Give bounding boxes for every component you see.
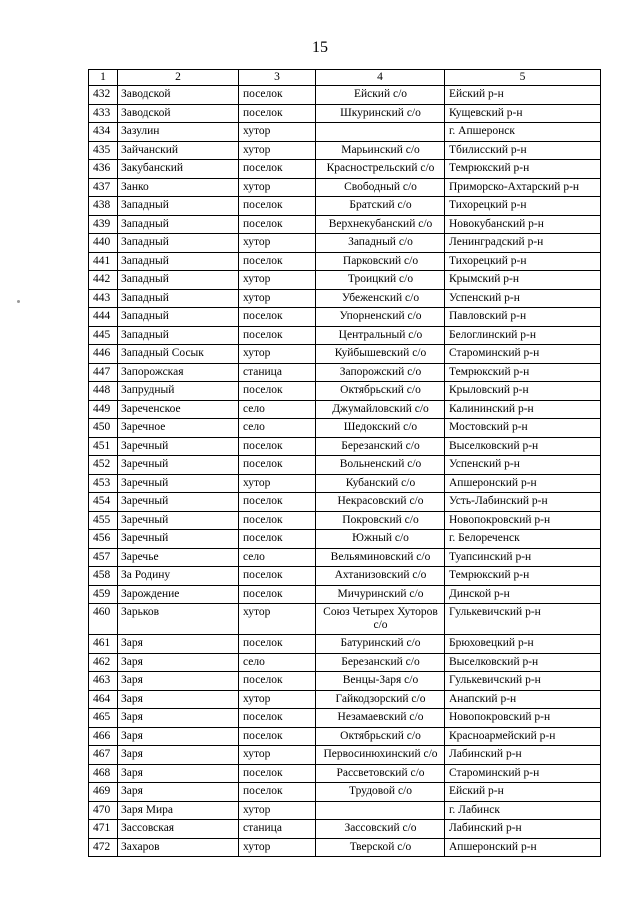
table-row — [89, 511, 601, 530]
table-row — [89, 493, 601, 512]
region: Красноармейский р-н — [445, 727, 601, 746]
settlement-name: Заря — [118, 727, 239, 746]
table-row — [89, 345, 601, 364]
table-row — [89, 382, 601, 401]
row-number: 471 — [89, 820, 118, 839]
row-number: 433 — [89, 104, 118, 123]
region: Выселковский р-н — [445, 653, 601, 672]
rural-district: Вольненский с/о — [316, 456, 445, 475]
table-row — [89, 567, 601, 586]
row-number: 434 — [89, 123, 118, 142]
row-number: 464 — [89, 690, 118, 709]
settlement-name: Занко — [118, 178, 239, 197]
row-number: 435 — [89, 141, 118, 160]
row-number: 451 — [89, 437, 118, 456]
settlement-type: поселок — [239, 783, 316, 802]
settlement-name: Заводской — [118, 104, 239, 123]
rural-district: Куйбышевский с/о — [316, 345, 445, 364]
settlement-name: Заречный — [118, 474, 239, 493]
rural-district: Союз Четырех Хуторов с/о — [316, 604, 445, 635]
table-row — [89, 234, 601, 253]
rural-district: Верхнекубанский с/о — [316, 215, 445, 234]
region: Новопокровский р-н — [445, 511, 601, 530]
settlement-type: хутор — [239, 474, 316, 493]
settlement-name: Заря — [118, 672, 239, 691]
row-number: 436 — [89, 160, 118, 179]
settlement-name: Западный — [118, 252, 239, 271]
region: Темрюкский р-н — [445, 363, 601, 382]
region: Успенский р-н — [445, 456, 601, 475]
settlement-type: поселок — [239, 764, 316, 783]
settlement-name: Заря — [118, 690, 239, 709]
table-row — [89, 104, 601, 123]
rural-district: Запорожский с/о — [316, 363, 445, 382]
rural-district: Зассовский с/о — [316, 820, 445, 839]
table-row — [89, 363, 601, 382]
settlement-type: хутор — [239, 746, 316, 765]
rural-district: Краснострельский с/о — [316, 160, 445, 179]
header-col-3: 3 — [239, 70, 316, 86]
row-number: 452 — [89, 456, 118, 475]
table-row — [89, 289, 601, 308]
settlement-type: село — [239, 548, 316, 567]
settlement-name: Западный — [118, 197, 239, 216]
settlements-table — [88, 69, 601, 857]
table-row — [89, 252, 601, 271]
settlement-name: Заря — [118, 783, 239, 802]
table-row — [89, 530, 601, 549]
region: г. Белореченск — [445, 530, 601, 549]
row-number: 461 — [89, 635, 118, 654]
settlement-type: поселок — [239, 215, 316, 234]
region: Апшеронский р-н — [445, 838, 601, 857]
table-row — [89, 690, 601, 709]
region: Темрюкский р-н — [445, 567, 601, 586]
rural-district: Троицкий с/о — [316, 271, 445, 290]
row-number: 457 — [89, 548, 118, 567]
region: Ейский р-н — [445, 86, 601, 105]
region: Крымский р-н — [445, 271, 601, 290]
settlement-name: Заря Мира — [118, 801, 239, 820]
region: Крыловский р-н — [445, 382, 601, 401]
row-number: 449 — [89, 400, 118, 419]
region: Лабинский р-н — [445, 746, 601, 765]
rural-district: Мичуринский с/о — [316, 585, 445, 604]
table-row — [89, 746, 601, 765]
row-number: 442 — [89, 271, 118, 290]
row-number: 460 — [89, 604, 118, 635]
region: Успенский р-н — [445, 289, 601, 308]
rural-district: Батуринский с/о — [316, 635, 445, 654]
row-number: 455 — [89, 511, 118, 530]
row-number: 446 — [89, 345, 118, 364]
settlement-name: Заречный — [118, 493, 239, 512]
settlement-name: Западный — [118, 326, 239, 345]
rural-district: Ахтанизовский с/о — [316, 567, 445, 586]
settlement-type: хутор — [239, 345, 316, 364]
rural-district: Свободный с/о — [316, 178, 445, 197]
region: Темрюкский р-н — [445, 160, 601, 179]
settlement-type: село — [239, 653, 316, 672]
table-row — [89, 709, 601, 728]
settlement-type: поселок — [239, 437, 316, 456]
table-row — [89, 653, 601, 672]
settlement-type: поселок — [239, 308, 316, 327]
table-row — [89, 326, 601, 345]
settlement-type: хутор — [239, 271, 316, 290]
settlement-type: поселок — [239, 456, 316, 475]
region: Белоглинский р-н — [445, 326, 601, 345]
region: Туапсинский р-н — [445, 548, 601, 567]
settlement-name: Заречный — [118, 530, 239, 549]
row-number: 448 — [89, 382, 118, 401]
settlement-name: Зазулин — [118, 123, 239, 142]
table-row — [89, 419, 601, 438]
table-row — [89, 400, 601, 419]
region: Гулькевичский р-н — [445, 672, 601, 691]
settlement-type: поселок — [239, 197, 316, 216]
rural-district: Березанский с/о — [316, 653, 445, 672]
region: Староминский р-н — [445, 345, 601, 364]
settlement-type: поселок — [239, 160, 316, 179]
rural-district: Западный с/о — [316, 234, 445, 253]
row-number: 467 — [89, 746, 118, 765]
settlement-type: поселок — [239, 567, 316, 586]
row-number: 454 — [89, 493, 118, 512]
region: Староминский р-н — [445, 764, 601, 783]
settlement-name: Зайчанский — [118, 141, 239, 160]
settlement-type: поселок — [239, 585, 316, 604]
row-number: 440 — [89, 234, 118, 253]
settlement-type: поселок — [239, 493, 316, 512]
row-number: 469 — [89, 783, 118, 802]
row-number: 441 — [89, 252, 118, 271]
settlement-type: хутор — [239, 123, 316, 142]
region: Кущевский р-н — [445, 104, 601, 123]
rural-district: Венцы-Заря с/о — [316, 672, 445, 691]
rural-district: Центральный с/о — [316, 326, 445, 345]
settlement-type: поселок — [239, 727, 316, 746]
settlement-name: Зареченское — [118, 400, 239, 419]
row-number: 445 — [89, 326, 118, 345]
settlement-type: хутор — [239, 178, 316, 197]
settlement-type: хутор — [239, 289, 316, 308]
settlement-type: село — [239, 419, 316, 438]
margin-mark — [17, 300, 20, 303]
table-row — [89, 783, 601, 802]
settlement-type: поселок — [239, 104, 316, 123]
region: Тбилисский р-н — [445, 141, 601, 160]
region: Новопокровский р-н — [445, 709, 601, 728]
row-number: 453 — [89, 474, 118, 493]
rural-district: Марьинский с/о — [316, 141, 445, 160]
region: Калининский р-н — [445, 400, 601, 419]
settlement-name: Заря — [118, 635, 239, 654]
settlement-name: Заречный — [118, 511, 239, 530]
table-row — [89, 308, 601, 327]
settlement-name: Заречный — [118, 456, 239, 475]
table-row — [89, 141, 601, 160]
region: Ейский р-н — [445, 783, 601, 802]
row-number: 459 — [89, 585, 118, 604]
region: Павловский р-н — [445, 308, 601, 327]
rural-district: Первосинюхинский с/о — [316, 746, 445, 765]
region: Ленинградский р-н — [445, 234, 601, 253]
settlement-type: поселок — [239, 252, 316, 271]
region: Усть-Лабинский р-н — [445, 493, 601, 512]
rural-district: Трудовой с/о — [316, 783, 445, 802]
row-number: 438 — [89, 197, 118, 216]
row-number: 447 — [89, 363, 118, 382]
header-col-5: 5 — [445, 70, 601, 86]
settlement-name: Зарьков — [118, 604, 239, 635]
header-col-4: 4 — [316, 70, 445, 86]
rural-district: Шкуринский с/о — [316, 104, 445, 123]
table-row — [89, 474, 601, 493]
settlement-name: Западный — [118, 234, 239, 253]
settlement-name: Захаров — [118, 838, 239, 857]
settlement-type: хутор — [239, 604, 316, 635]
row-number: 465 — [89, 709, 118, 728]
settlement-name: Заря — [118, 764, 239, 783]
table-row — [89, 197, 601, 216]
rural-district: Октябрьский с/о — [316, 382, 445, 401]
settlement-type: поселок — [239, 382, 316, 401]
row-number: 432 — [89, 86, 118, 105]
row-number: 437 — [89, 178, 118, 197]
rural-district: Парковский с/о — [316, 252, 445, 271]
header-col-2: 2 — [118, 70, 239, 86]
rural-district — [316, 123, 445, 142]
settlement-name: Закубанский — [118, 160, 239, 179]
rural-district: Шедокский с/о — [316, 419, 445, 438]
settlement-name: Запорожская — [118, 363, 239, 382]
table-row — [89, 437, 601, 456]
table-row — [89, 548, 601, 567]
settlement-name: Западный — [118, 308, 239, 327]
settlement-name: Зарождение — [118, 585, 239, 604]
row-number: 439 — [89, 215, 118, 234]
rural-district: Тверской с/о — [316, 838, 445, 857]
row-number: 443 — [89, 289, 118, 308]
settlement-name: Заря — [118, 746, 239, 765]
table-row — [89, 727, 601, 746]
rural-district: Южный с/о — [316, 530, 445, 549]
rural-district: Джумайловский с/о — [316, 400, 445, 419]
header-col-1: 1 — [89, 70, 118, 86]
rural-district: Октябрьский с/о — [316, 727, 445, 746]
header-row — [89, 70, 601, 86]
rural-district: Ейский с/о — [316, 86, 445, 105]
row-number: 450 — [89, 419, 118, 438]
row-number: 458 — [89, 567, 118, 586]
rural-district: Некрасовский с/о — [316, 493, 445, 512]
rural-district: Березанский с/о — [316, 437, 445, 456]
settlement-type: хутор — [239, 801, 316, 820]
region: Гулькевичский р-н — [445, 604, 601, 635]
settlement-type: хутор — [239, 234, 316, 253]
table-row — [89, 271, 601, 290]
settlement-type: поселок — [239, 672, 316, 691]
rural-district: Убеженский с/о — [316, 289, 445, 308]
settlement-name: Запрудный — [118, 382, 239, 401]
settlement-name: За Родину — [118, 567, 239, 586]
settlement-name: Западный — [118, 289, 239, 308]
table-row — [89, 160, 601, 179]
row-number: 444 — [89, 308, 118, 327]
table-row — [89, 456, 601, 475]
region: Апшеронский р-н — [445, 474, 601, 493]
settlement-name: Западный — [118, 271, 239, 290]
row-number: 462 — [89, 653, 118, 672]
table-row — [89, 86, 601, 105]
rural-district: Гайкодзорский с/о — [316, 690, 445, 709]
settlement-type: поселок — [239, 511, 316, 530]
rural-district: Вельяминовский с/о — [316, 548, 445, 567]
settlement-type: село — [239, 400, 316, 419]
table-body — [89, 86, 601, 857]
table-row — [89, 820, 601, 839]
settlement-type: поселок — [239, 635, 316, 654]
settlement-name: Заря — [118, 653, 239, 672]
region: Лабинский р-н — [445, 820, 601, 839]
table-row — [89, 585, 601, 604]
settlement-name: Западный Сосык — [118, 345, 239, 364]
table-row — [89, 123, 601, 142]
rural-district: Кубанский с/о — [316, 474, 445, 493]
settlement-type: хутор — [239, 838, 316, 857]
settlement-name: Заречное — [118, 419, 239, 438]
rural-district: Упорненский с/о — [316, 308, 445, 327]
row-number: 466 — [89, 727, 118, 746]
table-row — [89, 672, 601, 691]
region: Приморско-Ахтарский р-н — [445, 178, 601, 197]
settlement-name: Заречный — [118, 437, 239, 456]
settlement-name: Западный — [118, 215, 239, 234]
region: Брюховецкий р-н — [445, 635, 601, 654]
row-number: 456 — [89, 530, 118, 549]
settlement-type: станица — [239, 820, 316, 839]
rural-district — [316, 801, 445, 820]
settlement-name: Зассовская — [118, 820, 239, 839]
table-row — [89, 635, 601, 654]
settlement-type: поселок — [239, 86, 316, 105]
region: Мостовский р-н — [445, 419, 601, 438]
row-number: 468 — [89, 764, 118, 783]
table-row — [89, 838, 601, 857]
region: Новокубанский р-н — [445, 215, 601, 234]
region: Динской р-н — [445, 585, 601, 604]
table-row — [89, 215, 601, 234]
settlement-name: Заречье — [118, 548, 239, 567]
settlement-type: поселок — [239, 709, 316, 728]
rural-district: Покровский с/о — [316, 511, 445, 530]
region: Тихорецкий р-н — [445, 197, 601, 216]
rural-district: Незамаевский с/о — [316, 709, 445, 728]
page-number: 15 — [312, 39, 328, 56]
settlement-type: хутор — [239, 690, 316, 709]
settlement-type: поселок — [239, 326, 316, 345]
region: г. Лабинск — [445, 801, 601, 820]
region: Тихорецкий р-н — [445, 252, 601, 271]
table-row — [89, 604, 601, 635]
settlement-name: Заводской — [118, 86, 239, 105]
rural-district: Рассветовский с/о — [316, 764, 445, 783]
table-row — [89, 764, 601, 783]
region: Анапский р-н — [445, 690, 601, 709]
table-row — [89, 178, 601, 197]
settlement-name: Заря — [118, 709, 239, 728]
region: г. Апшеронск — [445, 123, 601, 142]
row-number: 463 — [89, 672, 118, 691]
table-row — [89, 801, 601, 820]
region: Выселковский р-н — [445, 437, 601, 456]
settlement-type: хутор — [239, 141, 316, 160]
row-number: 470 — [89, 801, 118, 820]
settlement-type: станица — [239, 363, 316, 382]
settlement-type: поселок — [239, 530, 316, 549]
row-number: 472 — [89, 838, 118, 857]
rural-district: Братский с/о — [316, 197, 445, 216]
